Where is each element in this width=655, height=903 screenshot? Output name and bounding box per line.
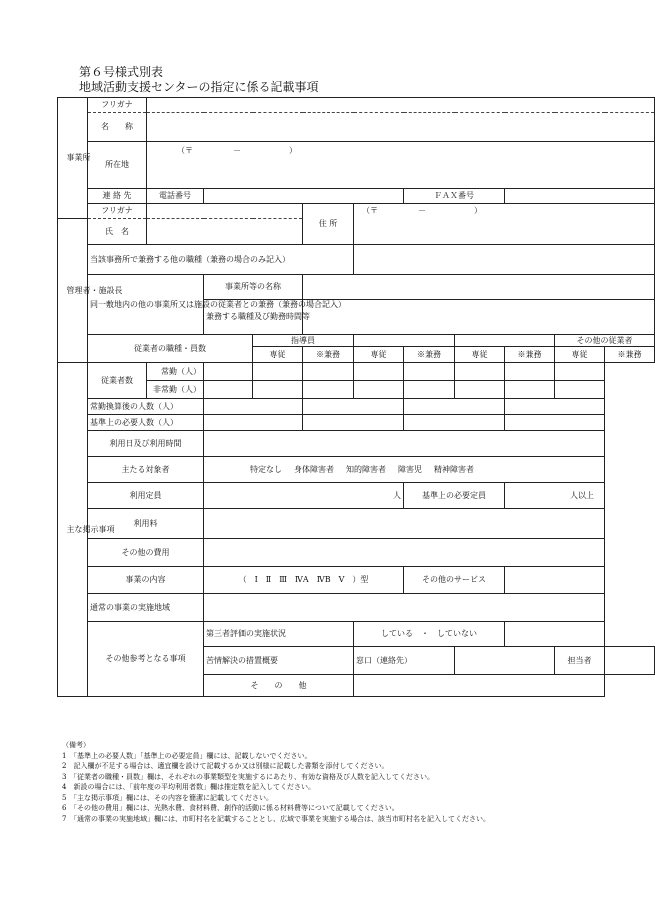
office-address-label: 所在地 — [88, 142, 147, 189]
other-services-field[interactable] — [505, 567, 605, 594]
phone-field[interactable] — [204, 189, 404, 204]
concurrent-role-field[interactable] — [354, 245, 655, 275]
manager-furigana-field[interactable] — [147, 204, 303, 219]
concurrent-role-label: 当該事務所で兼務する他の職種（兼務の場合のみ記入） — [88, 245, 354, 275]
required-capacity-field[interactable]: 人以上 — [505, 483, 605, 509]
fte-label: 常勤換算後の人数（人） — [88, 399, 204, 415]
fax-label: ＦＡＸ番号 — [404, 189, 505, 204]
form-number: 第６号様式別表 — [79, 65, 164, 79]
person-in-charge-label: 担当者 — [555, 647, 605, 675]
required-staff-label: 基準上の必要人数（人） — [88, 415, 204, 431]
notes — [62, 740, 490, 824]
facility-name-field[interactable] — [303, 275, 655, 300]
manager-address-label: 住 所 — [303, 204, 354, 245]
other-facility-label: 同一敷地内の他の事業所又は施設の従業者との兼務（兼務の場合記入） — [88, 275, 204, 335]
office-name-label: 名 称 — [88, 113, 147, 142]
note-3: 3 「従業者の職種・員数」欄は、それぞれの事業類型を実施するにあたり、有効な資格及び人数を記入してください。 — [62, 772, 434, 781]
manager-name-label: 氏 名 — [88, 219, 147, 245]
note-1: 1 「基準上の必要人数」「基準上の必要定員」欄には、記載しないでください。 — [62, 751, 312, 760]
regular-label: 常勤（人） — [147, 363, 204, 381]
other-ref-label: その他参考となる事項 — [88, 622, 204, 697]
instructor-header: 指導員 — [253, 335, 354, 347]
content-label: 事業の内容 — [88, 567, 204, 594]
form-title: 地域活動支援センターの指定に係る記載事項 — [79, 80, 319, 94]
facility-name-label: 事業所等の名称 — [204, 275, 303, 300]
window-field[interactable] — [455, 647, 555, 675]
note-6: 6 「その他の費用」欄には、光熱水費、食材料費、創作的活動に係る材料費等について記載してください。 — [62, 804, 399, 812]
window-label: 窓口（連絡先） — [354, 647, 455, 675]
registration-form: 事業所 フリガナ 名 称 所在地 （〒 － ） 連 絡 先 電話番号 ＦＡＸ番号 フリガナ 住 所 （〒 － ） 管理者・施設長 氏 名 当該事務所で兼務する他の職種（兼務の場合のみ記入） 同一敷地内の他の事業所又は施設の従業者との兼務（兼務の場合記入） 事業所等の名称 兼務する職種及び勤務時間等 従業者の職種・員数 指導員 その他の従業者 専従 ※兼務 専従 ※兼務 専従 ※兼務 専従 ※兼務 主な掲示事項 従業者数 常勤（人） 非常勤（人） 常勤換算後の人数（人） 基準上の必要人数（人） 利用日及び利用時間 主たる対象者 特定なし 身体障害者 知的障害者 障害児 精神障害者 利用定員 人 基準上の必要定員 人以上 利用料 その他の費用 事業の内容 （ Ⅰ Ⅱ Ⅲ ⅣA ⅣB Ⅴ ）型 その他のサービス 通常の事業の実施地域 その他参考となる事項 第三者評価の実施状況 している ・ していない 苦情解決の措置概要 窓口（連絡先） 担当者 そ の 他 — [57, 97, 655, 697]
manager-name-field[interactable] — [147, 219, 303, 245]
note-4: 4 新設の場合には、「前年度の平均利用者数」欄は推定数を記入してください。 — [62, 783, 315, 791]
third-party-status[interactable]: している ・ していない — [354, 622, 505, 647]
person-in-charge-field[interactable] — [605, 647, 655, 675]
note-7: 7 「通常の事業の実施地域」欄には、市町村名を記載することとし、広域で事業を実施する場合は、該当市町村名を記入してください。 — [62, 814, 490, 823]
manager-address-field[interactable]: （〒 － ） — [354, 204, 655, 245]
others-field[interactable] — [354, 675, 605, 697]
phone-label: 電話番号 — [147, 189, 204, 204]
other-costs-field[interactable] — [204, 539, 605, 567]
manager-section-label: 管理者・施設長 — [58, 219, 88, 363]
hours-field[interactable] — [204, 431, 605, 457]
office-furigana-label: フリガナ — [88, 98, 147, 113]
part-time-label: 非常勤（人） — [147, 381, 204, 399]
area-label: 通常の事業の実施地域 — [88, 594, 204, 622]
notes-heading: （備考） — [62, 741, 90, 749]
required-capacity-label: 基準上の必要定員 — [404, 483, 505, 509]
target-label: 主たる対象者 — [88, 457, 204, 483]
role-hours-field[interactable] — [303, 300, 655, 335]
office-section-label: 事業所 — [58, 98, 88, 219]
third-party-label: 第三者評価の実施状況 — [204, 622, 354, 647]
manager-furigana-label: フリガナ — [88, 204, 147, 219]
contact-label: 連 絡 先 — [88, 189, 147, 204]
office-address-field[interactable]: （〒 － ） — [147, 142, 655, 189]
note-2: 2 記入欄が不足する場合は、適宜欄を設けて記載するか又は別様に記載した書類を添付してください。 — [62, 762, 389, 770]
service-types[interactable]: （ Ⅰ Ⅱ Ⅲ ⅣA ⅣB Ⅴ ）型 — [204, 567, 404, 594]
target-options[interactable]: 特定なし 身体障害者 知的障害者 障害児 精神障害者 — [204, 457, 605, 483]
other-services-label: その他のサービス — [404, 567, 505, 594]
hours-label: 利用日及び利用時間 — [88, 431, 204, 457]
role-hours-label: 兼務する職種及び勤務時間等 — [204, 300, 303, 335]
staff-types-label: 従業者の職種・員数 — [88, 335, 253, 363]
complaints-label: 苦情解決の措置概要 — [204, 647, 354, 675]
capacity-field[interactable]: 人 — [204, 483, 404, 509]
other-staff-header: その他の従業者 — [555, 335, 655, 347]
concurrent-header: ※兼務 — [303, 347, 354, 363]
other-costs-label: その他の費用 — [88, 539, 204, 567]
staff-count-label: 従業者数 — [88, 363, 147, 399]
others-label: そ の 他 — [204, 675, 354, 697]
fee-label: 利用料 — [88, 509, 204, 539]
office-furigana-field[interactable] — [147, 98, 655, 113]
fax-field[interactable] — [505, 189, 655, 204]
area-field[interactable] — [204, 594, 605, 622]
fulltime-header: 専従 — [253, 347, 303, 363]
capacity-label: 利用定員 — [88, 483, 204, 509]
main-section-label: 主な掲示事項 — [58, 363, 88, 697]
fee-field[interactable] — [204, 509, 605, 539]
note-5: 5 「主な掲示事項」欄には、その内容を簡潔に記載してください。 — [62, 793, 273, 802]
office-name-field[interactable] — [147, 113, 655, 142]
